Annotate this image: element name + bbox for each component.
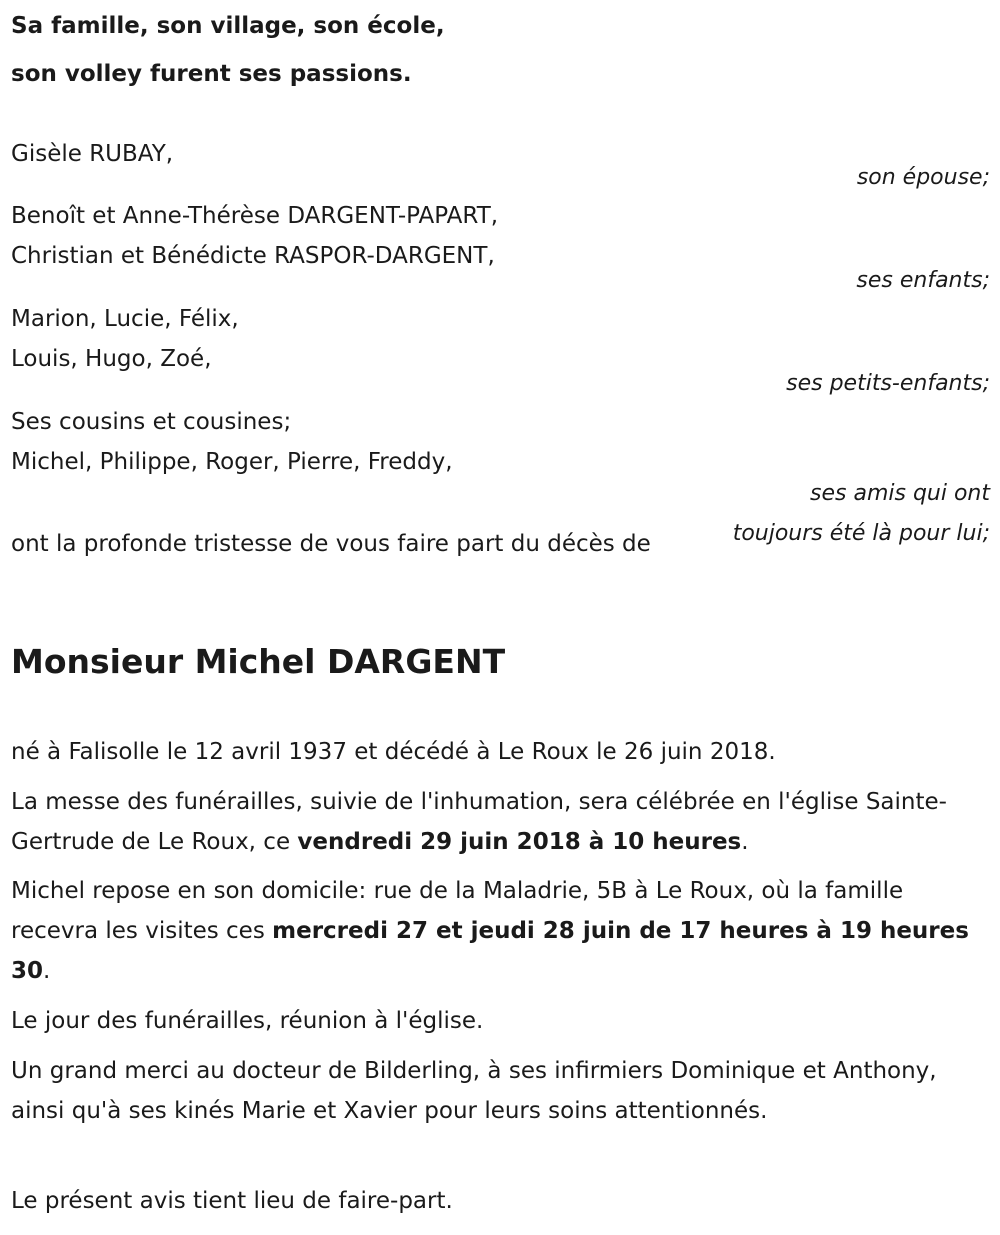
funeral-mass-end: . — [741, 829, 749, 855]
cousins-line: Ses cousins et cousines; — [11, 409, 292, 435]
visitation-dates: mercredi 27 et jeudi 28 juin de 17 heures à 19 heures 30 — [11, 918, 969, 984]
thanks-paragraph: Un grand merci au docteur de Bilderling, à ses infirmiers Dominique et Anthony, ainsi qu'à ses kinés Marie et Xavier pour leurs soins attentionnés. — [11, 1058, 937, 1124]
funeral-mass-paragraph — [11, 782, 991, 862]
friends-role: ses amis qui ont toujours été là pour lui; — [732, 481, 990, 546]
visitation-end: . — [43, 958, 51, 984]
announcement: ont la profonde tristesse de vous faire part du décès de — [11, 531, 651, 557]
spouse-role: son épouse; — [856, 165, 990, 190]
notice-paragraph: Le présent avis tient lieu de faire-part. — [11, 1188, 453, 1214]
friends-line: Michel, Philippe, Roger, Pierre, Freddy, — [11, 449, 453, 475]
intro-line-1: Sa famille, son village, son école, — [11, 13, 445, 39]
visitation-text: Michel repose en son domicile: rue de la Maladrie, 5B à Le Roux, où la famille recevra les visites ces — [11, 878, 904, 944]
funeral-mass-date: vendredi 29 juin 2018 à 10 heures — [297, 829, 742, 855]
funeral-mass-text: La messe des funérailles, suivie de l'inhumation, sera célébrée en l'église Sainte-Gertrude de Le Roux, ce — [11, 789, 947, 855]
meeting-paragraph: Le jour des funérailles, réunion à l'église. — [11, 1008, 484, 1034]
grandchildren-line-2: Louis, Hugo, Zoé, — [11, 346, 212, 372]
child-line-2: Christian et Bénédicte RASPOR-DARGENT, — [11, 243, 495, 269]
children-role: ses enfants; — [856, 268, 990, 293]
spouse-name: Gisèle RUBAY, — [11, 141, 174, 167]
grandchildren-line-1: Marion, Lucie, Félix, — [11, 306, 239, 332]
intro-line-2: son volley furent ses passions. — [11, 61, 412, 87]
grandchildren-role: ses petits-enfants; — [786, 371, 990, 396]
deceased-name: Monsieur Michel DARGENT — [11, 642, 506, 681]
visitation-paragraph — [11, 871, 991, 991]
birth-death-paragraph: né à Falisolle le 12 avril 1937 et décédé à Le Roux le 26 juin 2018. — [11, 739, 776, 765]
child-line-1: Benoît et Anne-Thérèse DARGENT-PAPART, — [11, 203, 499, 229]
